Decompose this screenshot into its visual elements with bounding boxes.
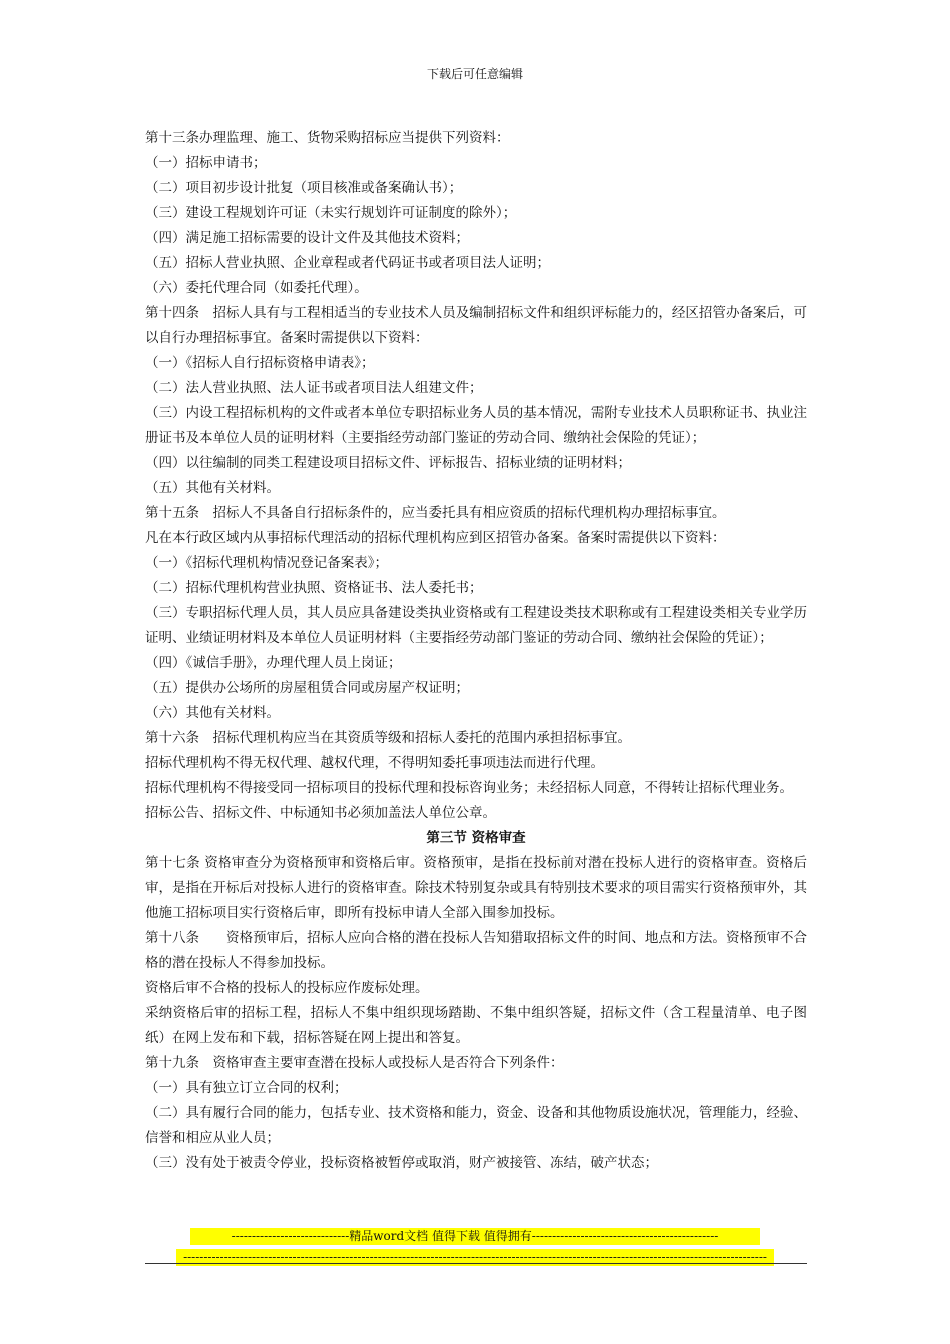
body-paragraph: （五）其他有关材料。 bbox=[145, 480, 280, 496]
page-header-note: 下载后可任意编辑 bbox=[426, 67, 523, 81]
footer-dash-line: ------------------------------------------------------------------------------------------------------------------------------------------------ bbox=[176, 1249, 774, 1266]
body-paragraph: 资格后审不合格的投标人的投标应作废标处理。 bbox=[145, 980, 429, 996]
body-paragraph: （一）《招标代理机构情况登记备案表》； bbox=[145, 555, 388, 571]
body-paragraph: 招标代理机构不得接受同一招标项目的投标代理和投标咨询业务；未经招标人同意，不得转让招标代理业务。 bbox=[145, 780, 793, 796]
footer-divider bbox=[145, 1263, 807, 1264]
body-paragraph: （一）《招标人自行招标资格申请表》； bbox=[145, 355, 375, 371]
body-paragraph: 第十八条 资格预审后，招标人应向合格的潜在投标人告知猎取招标文件的时间、地点和方法。资格预审不合格的潜在投标人不得参加投标。 bbox=[145, 930, 807, 971]
body-paragraph: 招标代理机构不得无权代理、越权代理，不得明知委托事项违法而进行代理。 bbox=[145, 755, 604, 771]
body-paragraph: 第十七条 资格审查分为资格预审和资格后审。资格预审，是指在投标前对潜在投标人进行的资格审查。资格后审，是指在开标后对投标人进行的资格审查。除技术特别复杂或具有特别技术要求的项目需实行资格预审外，其他施工招标项目实行资格后审，即所有投标申请人全部入围参加投标。 bbox=[145, 855, 807, 921]
footer-promo-line: -----------------------------精品word文档 值得下载 值得拥有---------------------------------------------- bbox=[190, 1228, 760, 1245]
body-paragraph: （四）以往编制的同类工程建设项目招标文件、评标报告、招标业绩的证明材料； bbox=[145, 455, 631, 471]
body-paragraph: 第十九条 资格审查主要审查潜在投标人或投标人是否符合下列条件： bbox=[145, 1055, 564, 1071]
body-paragraph: （一）具有独立订立合同的权利； bbox=[145, 1080, 348, 1096]
body-paragraph: （二）法人营业执照、法人证书或者项目法人组建文件； bbox=[145, 380, 483, 396]
body-paragraph: （三）内设工程招标机构的文件或者本单位专职招标业务人员的基本情况，需附专业技术人员职称证书、执业注册证书及本单位人员的证明材料（主要指经劳动部门鉴证的劳动合同、缴纳社会保险的凭证）； bbox=[145, 405, 807, 446]
body-paragraph: （二）招标代理机构营业执照、资格证书、法人委托书； bbox=[145, 580, 483, 596]
body-paragraph: （四）《诚信手册》，办理代理人员上岗证； bbox=[145, 655, 402, 671]
body-paragraph: 招标公告、招标文件、中标通知书必须加盖法人单位公章。 bbox=[145, 805, 496, 821]
body-paragraph: （二）项目初步设计批复（项目核准或备案确认书）； bbox=[145, 180, 463, 196]
body-paragraph: （二）具有履行合同的能力，包括专业、技术资格和能力，资金、设备和其他物质设施状况，管理能力，经验、信誉和相应从业人员； bbox=[145, 1105, 807, 1146]
body-paragraph: （五）招标人营业执照、企业章程或者代码证书或者项目法人证明； bbox=[145, 255, 550, 271]
body-paragraph: 第十五条 招标人不具备自行招标条件的，应当委托具有相应资质的招标代理机构办理招标事宜。 bbox=[145, 505, 726, 521]
body-paragraph: （六）其他有关材料。 bbox=[145, 705, 280, 721]
body-paragraph: 第十四条 招标人具有与工程相适当的专业技术人员及编制招标文件和组织评标能力的，经区招管办备案后，可以自行办理招标事宜。备案时需提供以下资料： bbox=[145, 305, 807, 346]
body-paragraph: （三）没有处于被责令停业，投标资格被暂停或取消，财产被接管、冻结，破产状态； bbox=[145, 1155, 658, 1171]
body-paragraph: （三）专职招标代理人员，其人员应具备建设类执业资格或有工程建设类技术职称或有工程建设类相关专业学历证明、业绩证明材料及本单位人员证明材料（主要指经劳动部门鉴证的劳动合同、缴纳社会保险的凭证）； bbox=[145, 605, 807, 646]
body-paragraph: （五）提供办公场所的房屋租赁合同或房屋产权证明； bbox=[145, 680, 469, 696]
document-body bbox=[145, 126, 807, 1176]
body-paragraph: （三）建设工程规划许可证（未实行规划许可证制度的除外）； bbox=[145, 205, 517, 221]
section-heading: 第三节 资格审查 bbox=[426, 830, 526, 846]
body-paragraph: （四）满足施工招标需要的设计文件及其他技术资料； bbox=[145, 230, 469, 246]
body-paragraph: （一）招标申请书； bbox=[145, 155, 267, 171]
body-paragraph: 采纳资格后审的招标工程，招标人不集中组织现场踏勘、不集中组织答疑，招标文件（含工程量清单、电子图纸）在网上发布和下载，招标答疑在网上提出和答复。 bbox=[145, 1005, 807, 1046]
body-paragraph: （六）委托代理合同（如委托代理）。 bbox=[145, 280, 368, 296]
body-paragraph: 凡在本行政区域内从事招标代理活动的招标代理机构应到区招管办备案。备案时需提供以下资料： bbox=[145, 530, 726, 546]
body-paragraph: 第十三条办理监理、施工、货物采购招标应当提供下列资料： bbox=[145, 130, 510, 146]
body-paragraph: 第十六条 招标代理机构应当在其资质等级和招标人委托的范围内承担招标事宜。 bbox=[145, 730, 631, 746]
